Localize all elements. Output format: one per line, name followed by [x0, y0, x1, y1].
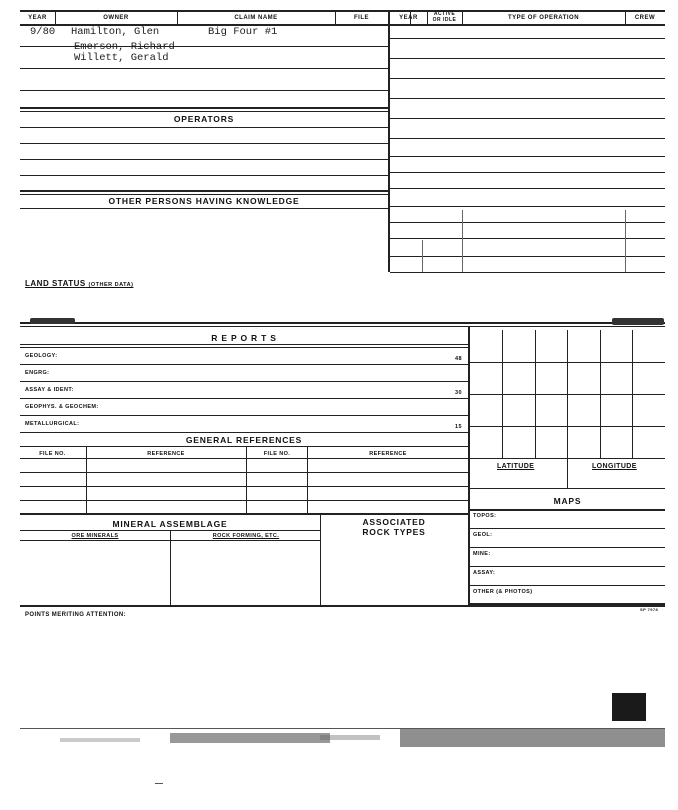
points-meriting-attention: POINTS MERITING ATTENTION:	[25, 612, 127, 618]
rule	[390, 98, 665, 99]
rule	[567, 330, 568, 488]
maps-heading: MAPS	[553, 496, 582, 506]
rule	[390, 138, 665, 139]
smudge	[155, 783, 163, 784]
entry-claim: Big Four #1	[208, 26, 278, 38]
maps-mine: MINE:	[473, 551, 491, 557]
reports-engrg: ENGRG:	[25, 370, 50, 376]
rule	[20, 190, 388, 192]
black-square	[612, 693, 646, 721]
maps-geol: GEOL:	[473, 532, 493, 538]
smudge	[170, 733, 330, 743]
rule	[20, 347, 468, 348]
rule	[20, 513, 468, 515]
rule	[170, 530, 171, 606]
rule	[470, 585, 665, 586]
rule	[20, 68, 388, 69]
rule	[20, 194, 388, 195]
rule	[20, 500, 468, 501]
mineral-assemblage-heading: MINERAL ASSEMBLAGE	[112, 519, 228, 529]
rule	[388, 10, 390, 272]
rule	[625, 210, 626, 272]
form-number: SP 7978	[640, 607, 659, 612]
col-year: YEAR	[28, 15, 47, 21]
col-claim-name: CLAIM NAME	[234, 15, 278, 21]
rule	[20, 344, 468, 345]
rule	[20, 322, 665, 324]
rule	[470, 488, 665, 489]
entry-year: 9/80	[30, 26, 56, 38]
rule	[307, 446, 308, 513]
smudge	[400, 729, 665, 747]
rule	[20, 364, 468, 365]
rule	[390, 156, 665, 157]
rule	[20, 175, 388, 176]
rule	[20, 90, 388, 91]
reports-geophys: GEOPHYS. & GEOCHEM:	[25, 404, 99, 410]
smudge	[612, 318, 664, 325]
rule	[468, 326, 470, 606]
rule	[20, 458, 468, 459]
rule	[20, 381, 468, 382]
ore-minerals-label: ORE MINERALS	[71, 533, 119, 539]
col-file: FILE	[354, 15, 369, 21]
general-references-heading: GENERAL REFERENCES	[185, 435, 303, 445]
rule	[390, 118, 665, 119]
col-owner: OWNER	[103, 15, 129, 21]
rule	[20, 326, 665, 327]
rule	[20, 605, 665, 607]
rule	[20, 159, 388, 160]
rule	[390, 222, 665, 223]
rule	[246, 446, 247, 513]
reports-geology: GEOLOGY:	[25, 353, 58, 359]
reports-heading: R E P O R T S	[211, 333, 277, 343]
rule	[470, 528, 665, 529]
associated-rock-types-heading: ASSOCIATED ROCK TYPES	[362, 517, 426, 537]
rule	[462, 210, 463, 272]
col-type-of-operation: TYPE OF OPERATION	[507, 15, 580, 21]
rule	[20, 415, 468, 416]
maps-topos: TOPOS:	[473, 513, 497, 519]
rule	[470, 362, 665, 363]
maps-other: OTHER (& PHOTOS)	[473, 589, 533, 595]
gr-col-reference-2: REFERENCE	[369, 451, 407, 457]
rule	[390, 38, 665, 39]
rule	[470, 547, 665, 548]
col-active-idle: ACTIVE OR IDLE	[432, 11, 457, 23]
land-status-text: LAND STATUS	[25, 279, 86, 288]
rule	[20, 127, 388, 128]
rule	[20, 111, 388, 112]
col-year-2: YEAR	[399, 15, 418, 21]
rule	[390, 238, 665, 239]
entry-owner-3: Willett, Gerald	[74, 52, 169, 64]
reports-metallurgical-num: 15	[455, 424, 462, 430]
rule	[470, 509, 665, 511]
rule	[20, 208, 388, 209]
reports-assay-num: 30	[455, 390, 462, 396]
gr-col-file-no-2: FILE NO.	[263, 451, 291, 457]
rule	[390, 256, 665, 257]
rule	[390, 188, 665, 189]
smudge	[320, 735, 380, 740]
rule	[390, 172, 665, 173]
operators-heading: OPERATORS	[173, 114, 235, 124]
rule	[390, 206, 665, 207]
rule	[20, 107, 388, 109]
entry-owner-2: Emerson, Richard	[74, 41, 175, 53]
rule	[20, 143, 388, 144]
gr-col-reference-1: REFERENCE	[147, 451, 185, 457]
rock-forming-label: ROCK FORMING, ETC.	[212, 533, 280, 539]
rule	[390, 78, 665, 79]
reports-geology-num: 48	[455, 356, 462, 362]
entry-owner-1: Hamilton, Glen	[71, 26, 160, 38]
rule	[20, 446, 468, 447]
smudge	[30, 318, 75, 324]
col-crew: CREW	[634, 15, 656, 21]
rule	[470, 458, 665, 459]
latitude-label: LATITUDE	[497, 463, 535, 470]
reports-assay: ASSAY & IDENT:	[25, 387, 74, 393]
rule	[470, 394, 665, 395]
rule	[390, 58, 665, 59]
other-persons-heading: OTHER PERSONS HAVING KNOWLEDGE	[108, 196, 300, 206]
smudge	[60, 738, 140, 742]
rule	[20, 486, 468, 487]
maps-assay: ASSAY:	[473, 570, 496, 576]
rule	[20, 398, 468, 399]
rule	[20, 432, 468, 433]
rule	[86, 446, 87, 513]
rule	[20, 472, 468, 473]
land-status-sub: (OTHER DATA)	[88, 282, 134, 288]
rule	[470, 426, 665, 427]
rule	[422, 240, 423, 272]
reports-metallurgical: METALLURGICAL:	[25, 421, 80, 427]
rule	[470, 566, 665, 567]
longitude-label: LONGITUDE	[592, 463, 637, 470]
land-status-label	[25, 279, 133, 288]
rule	[20, 10, 665, 12]
rule	[390, 272, 665, 273]
gr-col-file-no-1: FILE NO.	[39, 451, 66, 457]
